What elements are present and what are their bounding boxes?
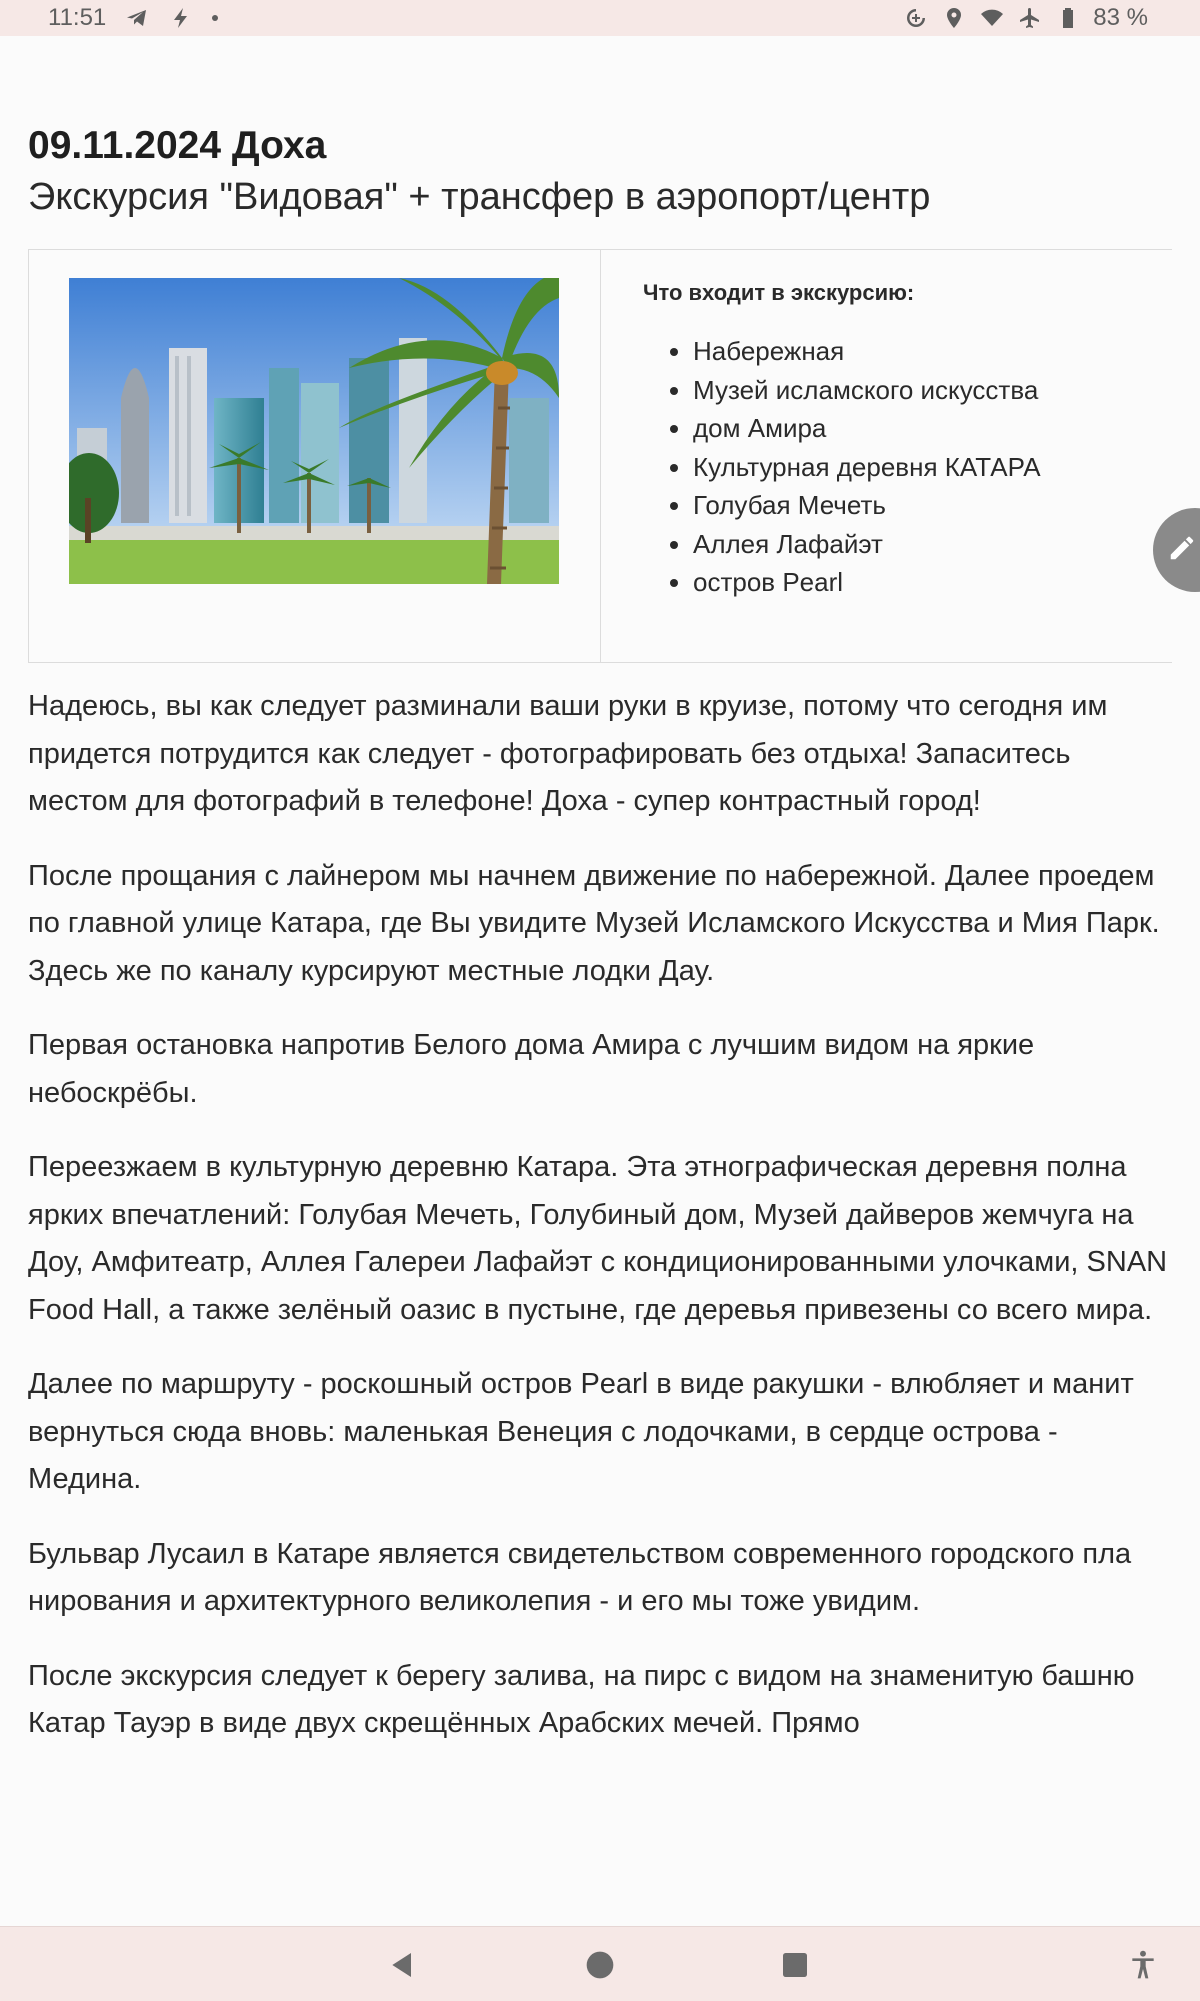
recents-icon (779, 1949, 811, 1981)
description-paragraph: Далее по маршруту - роскошный остров Pearl в виде ракушки - влюбляет и манит вернуться сюда вновь: маленькая Венеция с лодочками, в сердце острова - Медина. (28, 1368, 1134, 1495)
description-paragraph: Переезжаем в культурную деревню Катара. Эта этнографическая деревня полна ярких впечатлений: Голубая Мечеть, Голубиный дом, Музей дайверов жемчуга на Доу, Амфитеатр, Аллея Галереи Лафайэт с кондиционированными улочками, SNAN Food Hall, а также зелёный оазис в пустыне, где деревья привезены со всего мира. (28, 1151, 1168, 1326)
includes-item: • Музей исламского искусства (693, 371, 1172, 410)
includes-item: • дом Амира (693, 409, 1172, 448)
description-paragraph: Бульвар Лусаил в Катаре является свидетельством современного городского пла нирования и архитектурного великолепия - и его мы тоже увидим. (28, 1537, 1132, 1617)
back-icon (387, 1949, 419, 1981)
description-paragraph: Первая остановка напротив Белого дома Амира с лучшим видом на яркие небоскрёбы. (28, 1029, 1035, 1109)
recents-button[interactable] (775, 1945, 815, 1985)
description-paragraph: После прощания с лайнером мы начнем движение по набережной. Далее проедем по главной улице Катара, где Вы увидите Музей Исламского Искусства и Мия Парк. Здесь же по каналу курсируют местные лодки Дау. (28, 859, 1160, 987)
description-paragraph: После экскурсия следует к берегу залива, на пирс с видом на знаменитую башню Катар Тауэр в виде двух скрещённых Арабских мечей. Прямо (28, 1659, 1135, 1739)
notification-dot-icon (212, 15, 218, 21)
battery-icon (1055, 5, 1081, 31)
home-button[interactable] (580, 1945, 620, 1985)
excursion-info-table (28, 249, 1172, 663)
includes-item: • Культурная деревня КАТАРА (693, 448, 1172, 487)
wifi-icon (979, 5, 1005, 31)
excursion-subtitle: Экскурсия "Видовая" + трансфер в аэропорт/центр (28, 176, 931, 218)
includes-item: • остров Pearl (693, 563, 1172, 602)
back-button[interactable] (383, 1945, 423, 1985)
system-nav-bar (0, 1926, 1200, 2001)
doha-skyline-photo (69, 278, 559, 584)
includes-heading: Что входит в экскурсию: (643, 280, 915, 305)
battery-percent: 83 % (1093, 4, 1148, 31)
accessibility-button[interactable] (1123, 1945, 1163, 1985)
includes-item: • Голубая Мечеть (693, 486, 1172, 525)
excursion-description (28, 683, 1172, 1748)
pencil-icon (1167, 533, 1197, 568)
airplane-icon (1017, 5, 1043, 31)
status-time: 11:51 (48, 4, 107, 31)
status-bar (0, 0, 1200, 36)
description-paragraph: Надеюсь, вы как следует разминали ваши руки в круизе, потому что сегодня им придется потрудится как следует - фотографировать без отдыха! Запаситесь местом для фотографий в телефоне! Доха - супер контрастный город! (28, 690, 1108, 817)
includes-item: • Набережная (693, 332, 1172, 371)
accessibility-icon (1127, 1949, 1159, 1981)
page-content (28, 36, 1172, 1926)
includes-cell (601, 250, 1172, 662)
telegram-icon (124, 5, 150, 31)
image-cell (29, 250, 601, 662)
page-title: 09.11.2024 Доха (28, 124, 327, 167)
home-icon (584, 1949, 616, 1981)
data-saver-icon (903, 5, 929, 31)
bolt-icon (168, 5, 194, 31)
includes-item: • Аллея Лафайэт (693, 525, 1172, 564)
location-icon (941, 5, 967, 31)
includes-list (643, 332, 1172, 602)
